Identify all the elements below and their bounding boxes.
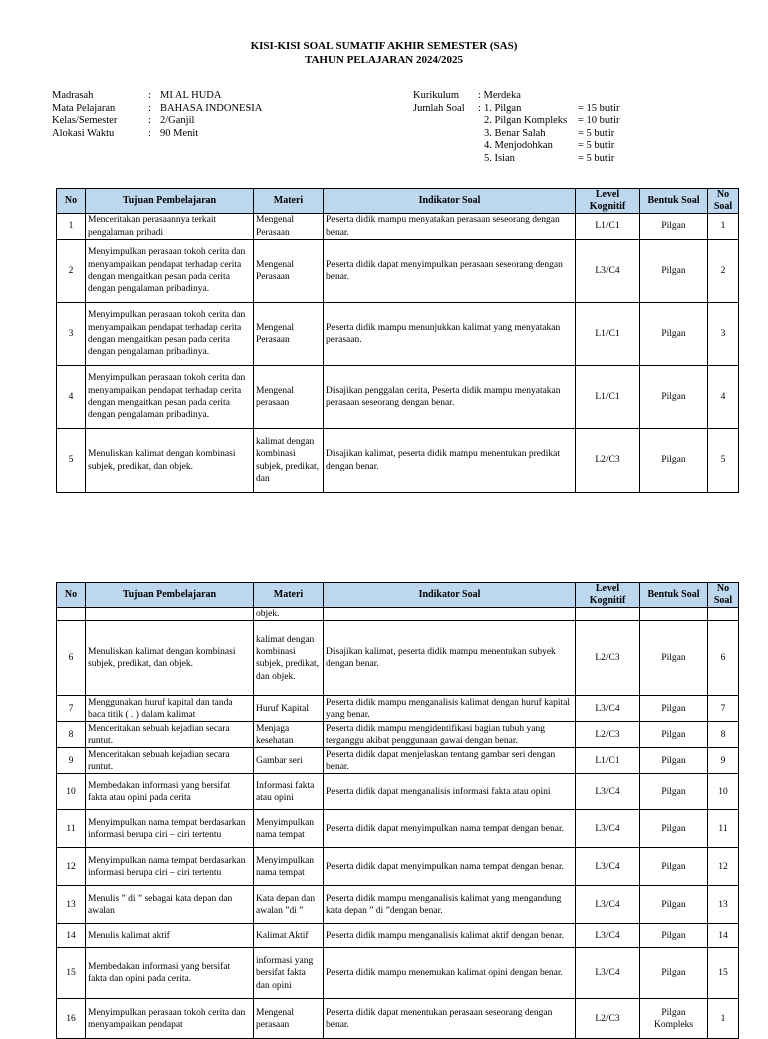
- cell-materi: Mengenal Perasaan: [254, 240, 324, 303]
- soal-count: = 5 butir: [578, 127, 615, 139]
- cell-indikator: Peserta didik mampu menyatakan perasaan seseorang dengan benar.: [324, 214, 576, 240]
- cell-tujuan: Menceritakan perasaannya terkait pengalaman pribadi: [86, 214, 254, 240]
- cell-tujuan: Menuliskan kalimat dengan kombinasi subjek, predikat, dan objek.: [86, 621, 254, 696]
- table-row: [57, 303, 739, 366]
- col-header-level: Level Kognitif: [576, 583, 640, 608]
- cell-bentuk: Pilgan: [640, 366, 708, 429]
- cell-no: 2: [57, 240, 86, 303]
- cell-indikator: Peserta didik dapat menentukan perasaan seseorang dengan benar.: [324, 999, 576, 1039]
- table-row: [57, 696, 739, 722]
- info-label: Kelas/Semester: [52, 115, 118, 127]
- col-header-tujuan: Tujuan Pembelajaran: [86, 189, 254, 214]
- cell-no: 15: [57, 948, 86, 999]
- cell-bentuk: Pilgan: [640, 303, 708, 366]
- cell-indikator: Peserta didik dapat menganalisis informasi fakta atau opini: [324, 774, 576, 810]
- cell-bentuk: Pilgan: [640, 848, 708, 886]
- kurikulum-label: Kurikulum: [413, 90, 460, 101]
- table-row: [57, 848, 739, 886]
- cell-materi: Informasi fakta atau opini: [254, 774, 324, 810]
- soal-count: = 15 butir: [578, 102, 620, 114]
- cell-nosoal: 14: [708, 924, 739, 948]
- cell-tujuan: Menyimpulkan nama tempat berdasarkan informasi berupa ciri – ciri tertentu: [86, 810, 254, 848]
- cell-no: 5: [57, 429, 86, 493]
- table-row: [57, 429, 739, 493]
- cell-tujuan: Menyimpulkan perasaan tokoh cerita dan menyampaikan pendapat terhadap cerita dengan mengaitkan pesan pada cerita dengan pengalaman pribadinya.: [86, 240, 254, 303]
- cell-tujuan: Menceritakan sebuah kejadian secara runtut.: [86, 722, 254, 748]
- cell-nosoal: 5: [708, 429, 739, 493]
- cell-nosoal: 7: [708, 696, 739, 722]
- curriculum-block: Kurikulum : Merdeka Jumlah Soal : 1. Pilgan = 15 butir 2. Pilgan Kompleks = 10 butir 3. Benar Salah = 5 butir 4. Menjodohkan = 5 butir 5. Isian = 5 butir: [413, 90, 620, 164]
- cell-no: 14: [57, 924, 86, 948]
- cell-nosoal: 13: [708, 886, 739, 924]
- cell-tujuan: Menggunakan huruf kapital dan tanda baca titik ( . ) dalam kalimat: [86, 696, 254, 722]
- cell-indikator: Peserta didik dapat menjelaskan tentang gambar seri dengan benar.: [324, 748, 576, 774]
- cell-materi: informasi yang bersifat fakta dan opini: [254, 948, 324, 999]
- table-row: [57, 886, 739, 924]
- cell-indikator: Peserta didik mampu menganalisis kalimat yang mengandung kata depan ” di ”dengan benar.: [324, 886, 576, 924]
- cell-materi: Menjaga kesehatan: [254, 722, 324, 748]
- cell-materi: Mengenal perasaan: [254, 999, 324, 1039]
- cell-indikator: Peserta didik mampu menganalisis kalimat aktif dengan benar.: [324, 924, 576, 948]
- cell-nosoal: 3: [708, 303, 739, 366]
- cell-no: 10: [57, 774, 86, 810]
- cell-materi: kalimat dengan kombinasi subjek, predikat, dan: [254, 429, 324, 493]
- cell-bentuk: Pilgan: [640, 948, 708, 999]
- col-header-materi: Materi: [254, 583, 324, 608]
- table-row: [57, 621, 739, 696]
- soal-count: = 10 butir: [578, 115, 620, 127]
- col-header-no: No: [57, 189, 86, 214]
- soal-count: = 5 butir: [578, 152, 615, 164]
- cell-bentuk: Pilgan: [640, 429, 708, 493]
- cell-indikator: Peserta didik mampu menganalisis kalimat dengan huruf kapital yang benar.: [324, 696, 576, 722]
- cell-level: L1/C1: [576, 303, 640, 366]
- jumlah-soal-label: Jumlah Soal: [413, 102, 465, 114]
- cell-bentuk: Pilgan: [640, 924, 708, 948]
- cell-tujuan: Membedakan informasi yang bersifat fakta atau opini pada cerita: [86, 774, 254, 810]
- document-title: KISI-KISI SOAL SUMATIF AKHIR SEMESTER (SAS): [250, 40, 518, 52]
- soal-type: 5. Isian: [484, 152, 515, 164]
- cell-nosoal: 12: [708, 848, 739, 886]
- cell-tujuan: Menyimpulkan perasaan tokoh cerita dan menyampaikan pendapat: [86, 999, 254, 1039]
- cell-nosoal: 2: [708, 240, 739, 303]
- table-row: [57, 948, 739, 999]
- cell-indikator: Disajikan kalimat, peserta didik mampu menentukan subyek dengan benar.: [324, 621, 576, 696]
- cell-bentuk: Pilgan: [640, 810, 708, 848]
- col-header-indikator: Indikator Soal: [324, 189, 576, 214]
- cell-level: L3/C4: [576, 948, 640, 999]
- cell-indikator: Peserta didik dapat menyimpulkan perasaan seseorang dengan benar.: [324, 240, 576, 303]
- col-header-bentuk: Bentuk Soal: [640, 189, 708, 214]
- info-row-kelas: Kelas/Semester : 2/Ganjil: [52, 115, 195, 127]
- cell-no: 13: [57, 886, 86, 924]
- col-header-level: Level Kognitif: [576, 189, 640, 214]
- table-header-row: [57, 189, 739, 214]
- cell-materi: objek.: [254, 608, 324, 621]
- cell-no: 16: [57, 999, 86, 1039]
- soal-type: 3. Benar Salah: [484, 127, 546, 139]
- kisi-table-page-2: [56, 582, 739, 1039]
- cell-level: L3/C4: [576, 848, 640, 886]
- cell-level: L3/C4: [576, 774, 640, 810]
- cell-bentuk: Pilgan: [640, 774, 708, 810]
- cell-no: 8: [57, 722, 86, 748]
- cell-materi: Mengenal perasaan: [254, 366, 324, 429]
- soal-type: 4. Menjodohkan: [484, 140, 553, 152]
- cell-level: L3/C4: [576, 240, 640, 303]
- col-header-materi: Materi: [254, 189, 324, 214]
- cell-no: 9: [57, 748, 86, 774]
- table-row: [57, 999, 739, 1039]
- cell-bentuk: Pilgan: [640, 214, 708, 240]
- document-subtitle: TAHUN PELAJARAN 2024/2025: [304, 54, 464, 66]
- cell-bentuk: Pilgan: [640, 722, 708, 748]
- cell-indikator: Disajikan penggalan cerita, Peserta didik mampu menyatakan perasaan seseorang dengan benar.: [324, 366, 576, 429]
- cell-indikator: Peserta didik dapat menyimpulkan nama tempat dengan benar.: [324, 848, 576, 886]
- table-row: [57, 810, 739, 848]
- table-row: [57, 924, 739, 948]
- cell-indikator: Peserta didik dapat menyimpulkan nama tempat dengan benar.: [324, 810, 576, 848]
- cell-nosoal: 11: [708, 810, 739, 848]
- kisi-table-page-1: [56, 188, 739, 493]
- cell-materi: Menyimpulkan nama tempat: [254, 848, 324, 886]
- table-row: [57, 366, 739, 429]
- col-header-tujuan: Tujuan Pembelajaran: [86, 583, 254, 608]
- info-value: BAHASA INDONESIA: [160, 102, 263, 114]
- cell-level: L1/C1: [576, 366, 640, 429]
- cell-materi: Menyimpulkan nama tempat: [254, 810, 324, 848]
- cell-materi: Gambar seri: [254, 748, 324, 774]
- cell-bentuk: Pilgan: [640, 748, 708, 774]
- cell-bentuk: Pilgan: [640, 696, 708, 722]
- cell-level: L2/C3: [576, 429, 640, 493]
- table-header-row: [57, 583, 739, 608]
- info-label: Alokasi Waktu: [52, 127, 115, 139]
- cell-no: 4: [57, 366, 86, 429]
- cell-level: L3/C4: [576, 924, 640, 948]
- table-row: [57, 748, 739, 774]
- cell-materi: Kata depan dan awalan ”di ”: [254, 886, 324, 924]
- info-row-alokasi: Alokasi Waktu : 90 Menit: [52, 127, 199, 139]
- cell-bentuk: Pilgan Kompleks: [640, 999, 708, 1039]
- info-value: 2/Ganjil: [160, 115, 195, 127]
- cell-materi: Mengenal Perasaan: [254, 303, 324, 366]
- table-row: [57, 722, 739, 748]
- cell-materi: kalimat dengan kombinasi subjek, predikat, dan objek.: [254, 621, 324, 696]
- cell-nosoal: 10: [708, 774, 739, 810]
- info-row-madrasah: Madrasah : MI AL HUDA: [52, 90, 222, 101]
- cell-tujuan: Menceritakan sebuah kejadian secara runtut.: [86, 748, 254, 774]
- cell-level: L3/C4: [576, 696, 640, 722]
- cell-no: 3: [57, 303, 86, 366]
- cell-bentuk: Pilgan: [640, 240, 708, 303]
- cell-no: 7: [57, 696, 86, 722]
- cell-bentuk: Pilgan: [640, 621, 708, 696]
- identity-block: [52, 90, 262, 140]
- cell-nosoal: 15: [708, 948, 739, 999]
- cell-tujuan: Menuliskan kalimat dengan kombinasi subjek, predikat, dan objek.: [86, 429, 254, 493]
- cell-indikator: Peserta didik mampu menunjukkan kalimat yang menyatakan perasaan.: [324, 303, 576, 366]
- col-header-nosoal: No Soal: [708, 583, 739, 608]
- cell-level: L3/C4: [576, 810, 640, 848]
- col-header-indikator: Indikator Soal: [324, 583, 576, 608]
- cell-level: L2/C3: [576, 999, 640, 1039]
- table-row: [57, 774, 739, 810]
- info-label: Mata Pelajaran: [52, 102, 116, 114]
- info-row-mapel: Mata Pelajaran : BAHASA INDONESIA: [52, 102, 263, 114]
- cell-level: L1/C1: [576, 748, 640, 774]
- cell-nosoal: 9: [708, 748, 739, 774]
- cell-nosoal: 8: [708, 722, 739, 748]
- cell-no: 12: [57, 848, 86, 886]
- cell-tujuan: Menulis kalimat aktif: [86, 924, 254, 948]
- cell-no: 11: [57, 810, 86, 848]
- cell-nosoal: 1: [708, 999, 739, 1039]
- info-value: MI AL HUDA: [160, 90, 222, 101]
- cell-indikator: Disajikan kalimat, peserta didik mampu menentukan predikat dengan benar.: [324, 429, 576, 493]
- cell-bentuk: Pilgan: [640, 886, 708, 924]
- cell-no: 1: [57, 214, 86, 240]
- cell-tujuan: Menyimpulkan perasaan tokoh cerita dan menyampaikan pendapat terhadap cerita dengan mengaitkan pesan pada cerita dengan pengalaman pribadinya.: [86, 303, 254, 366]
- cell-level: L2/C3: [576, 722, 640, 748]
- cell-level: L3/C4: [576, 886, 640, 924]
- col-header-no: No: [57, 583, 86, 608]
- cell-tujuan: Menulis ” di ” sebagai kata depan dan awalan: [86, 886, 254, 924]
- table-row-continuation: [57, 608, 739, 621]
- col-header-nosoal: No Soal: [708, 189, 739, 214]
- cell-tujuan: Membedakan informasi yang bersifat fakta dan opini pada cerita.: [86, 948, 254, 999]
- cell-level: L2/C3: [576, 621, 640, 696]
- table-row: [57, 240, 739, 303]
- soal-type: 2. Pilgan Kompleks: [484, 115, 568, 127]
- table-row: [57, 214, 739, 240]
- cell-tujuan: Menyimpulkan nama tempat berdasarkan informasi berupa ciri – ciri tertentu: [86, 848, 254, 886]
- kurikulum-value: : Merdeka: [478, 90, 521, 101]
- cell-nosoal: 6: [708, 621, 739, 696]
- cell-indikator: Peserta didik mampu mengidentifikasi bagian tubuh yang terganggu akibat penggunaan gawai dengan benar.: [324, 722, 576, 748]
- soal-type: 1. Pilgan: [484, 102, 522, 114]
- cell-materi: Kalimat Aktif: [254, 924, 324, 948]
- cell-nosoal: 4: [708, 366, 739, 429]
- cell-indikator: Peserta didik mampu menemukan kalimat opini dengan benar.: [324, 948, 576, 999]
- cell-nosoal: 1: [708, 214, 739, 240]
- soal-count: = 5 butir: [578, 140, 615, 152]
- info-value: 90 Menit: [160, 127, 199, 139]
- cell-level: L1/C1: [576, 214, 640, 240]
- cell-no: 6: [57, 621, 86, 696]
- col-header-bentuk: Bentuk Soal: [640, 583, 708, 608]
- cell-tujuan: Menyimpulkan perasaan tokoh cerita dan menyampaikan pendapat terhadap cerita dengan mengaitkan pesan pada cerita dengan pengalaman pribadinya.: [86, 366, 254, 429]
- cell-materi: Huruf Kapital: [254, 696, 324, 722]
- info-label: Madrasah: [52, 90, 94, 101]
- cell-materi: Mengenal Perasaan: [254, 214, 324, 240]
